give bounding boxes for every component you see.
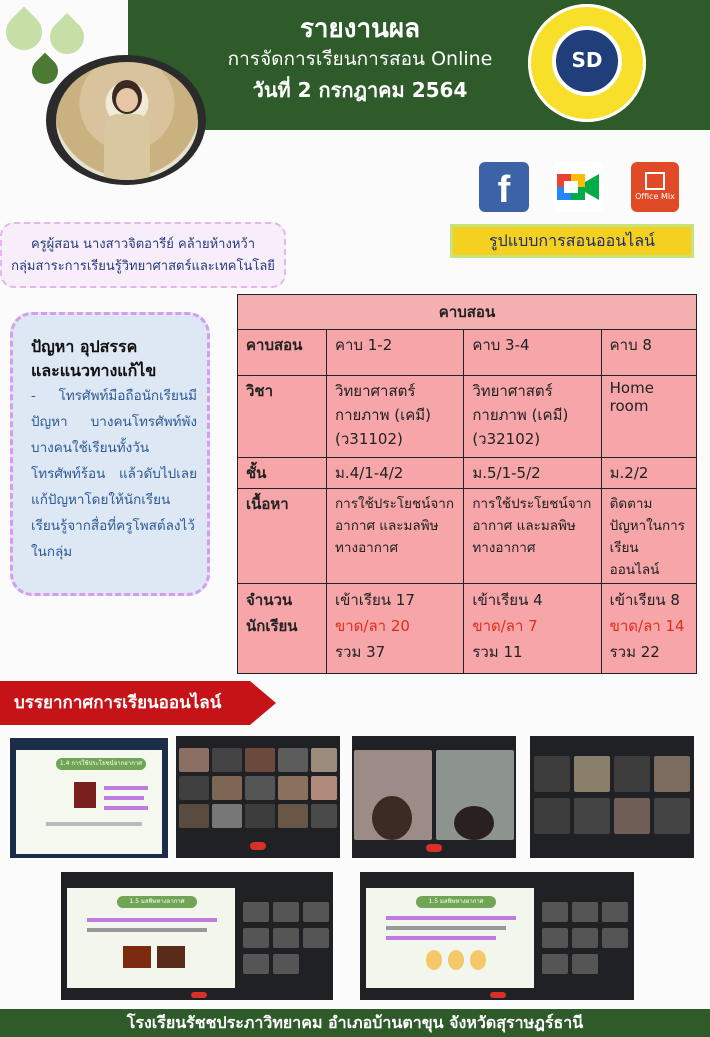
row-header-line1: จำนวน [246, 591, 293, 609]
meet-speaker-screenshot [352, 736, 516, 858]
table-row [238, 458, 697, 489]
footer-school-name: โรงเรียนรัชชประภาวิทยาคม อำเภอบ้านตาขุน จังหวัดสุราษฎร์ธานี [0, 1009, 710, 1037]
present-count: เข้าเรียน 17 [335, 591, 415, 609]
atmosphere-banner: บรรยากาศการเรียนออนไลน์ [0, 681, 250, 725]
table-cell: การใช้ประโยชน์จากอากาศ และมลพิษทางอากาศ [464, 489, 601, 584]
problems-heading-line1: ปัญหา อุปสรรค [31, 337, 138, 356]
banner-arrow [250, 681, 276, 725]
problems-box [10, 312, 210, 596]
meet-presentation-screenshot [61, 872, 333, 1000]
slide-title: 1.5 มลพิษทางอากาศ [416, 896, 496, 908]
table-caption: คาบสอน [238, 295, 697, 330]
teaching-periods-table [237, 294, 697, 674]
problems-heading [31, 335, 197, 383]
page-subtitle: การจัดการเรียนการสอน Online [227, 48, 493, 70]
teacher-photo [56, 62, 198, 180]
table-cell: ม.2/2 [601, 458, 696, 489]
table-cell: Home room [601, 376, 696, 458]
table-cell [327, 584, 464, 674]
present-count: เข้าเรียน 8 [609, 591, 680, 609]
problems-heading-line2: และแนวทางแก้ไข [31, 361, 157, 380]
row-header-line2: นักเรียน [246, 617, 298, 635]
table-cell: ม.5/1-5/2 [464, 458, 601, 489]
facebook-icon: f [479, 162, 529, 212]
table-row [238, 584, 697, 674]
class-screenshot [8, 736, 170, 860]
row-header: ชั้น [238, 458, 327, 489]
meet-grid-screenshot [176, 736, 340, 858]
table-cell: ติดตามปัญหาในการเรียนออนไลน์ [601, 489, 696, 584]
slide-title: 1.4 การใช้ประโยชน์จากอากาศ [56, 758, 146, 770]
table-cell: คาบ 8 [601, 330, 696, 376]
present-count: เข้าเรียน 4 [472, 591, 543, 609]
google-meet-icon [553, 162, 603, 212]
table-cell: การใช้ประโยชน์จากอากาศ และมลพิษทางอากาศ [327, 489, 464, 584]
problems-body: - โทรศัพท์มือถือนักเรียนมีปัญหา บางคนโทรศัพท์พัง บางคนใช้เรียนทั้งวันโทรศัพท์ร้อน แล้วดับไปเลย แก้ปัญหาโดยให้นักเรียนเรียนรู้จากสื่อที่ครูโพสต์ลงไว้ในกลุ่ม [31, 388, 197, 560]
teacher-department: กลุ่มสาระการเรียนรู้วิทยาศาสตร์และเทคโนโลยี [11, 259, 275, 274]
table-cell: วิทยาศาสตร์ กายภาพ (เคมี) (ว32102) [464, 376, 601, 458]
leaf-decoration [43, 13, 91, 61]
row-header: คาบสอน [238, 330, 327, 376]
row-header: วิชา [238, 376, 327, 458]
meet-presentation-screenshot [360, 872, 634, 1000]
meet-grid-screenshot [530, 736, 694, 858]
total-count: รวม 11 [472, 643, 523, 661]
table-cell: คาบ 3-4 [464, 330, 601, 376]
row-header [238, 584, 327, 674]
office-mix-label: Office Mix [635, 192, 675, 201]
total-count: รวม 37 [335, 643, 386, 661]
absent-count: ขาด/ลา 14 [609, 617, 685, 635]
table-row [238, 376, 697, 458]
leaf-decoration [0, 7, 49, 58]
school-logo-mark: SD [571, 48, 603, 72]
table-row [238, 330, 697, 376]
absent-count: ขาด/ลา 20 [335, 617, 410, 635]
absent-count: ขาด/ลา 7 [472, 617, 538, 635]
row-header: เนื้อหา [238, 489, 327, 584]
table-cell [464, 584, 601, 674]
teacher-info-box [0, 222, 286, 288]
report-date: วันที่ 2 กรกฎาคม 2564 [252, 78, 468, 102]
teaching-style-label: รูปแบบการสอนออนไลน์ [450, 224, 694, 258]
table-cell: คาบ 1-2 [327, 330, 464, 376]
total-count: รวม 22 [609, 643, 660, 661]
table-cell: วิทยาศาสตร์ กายภาพ (เคมี) (ว31102) [327, 376, 464, 458]
slide-title: 1.5 มลพิษทางอากาศ [117, 896, 197, 908]
office-mix-icon [631, 162, 679, 212]
table-row [238, 489, 697, 584]
teacher-name: ครูผู้สอน นางสาวจิตอารีย์ คล้ายห้างหว้า [31, 237, 255, 252]
page-title: รายงานผล [299, 14, 421, 44]
table-cell [601, 584, 696, 674]
table-cell: ม.4/1-4/2 [327, 458, 464, 489]
